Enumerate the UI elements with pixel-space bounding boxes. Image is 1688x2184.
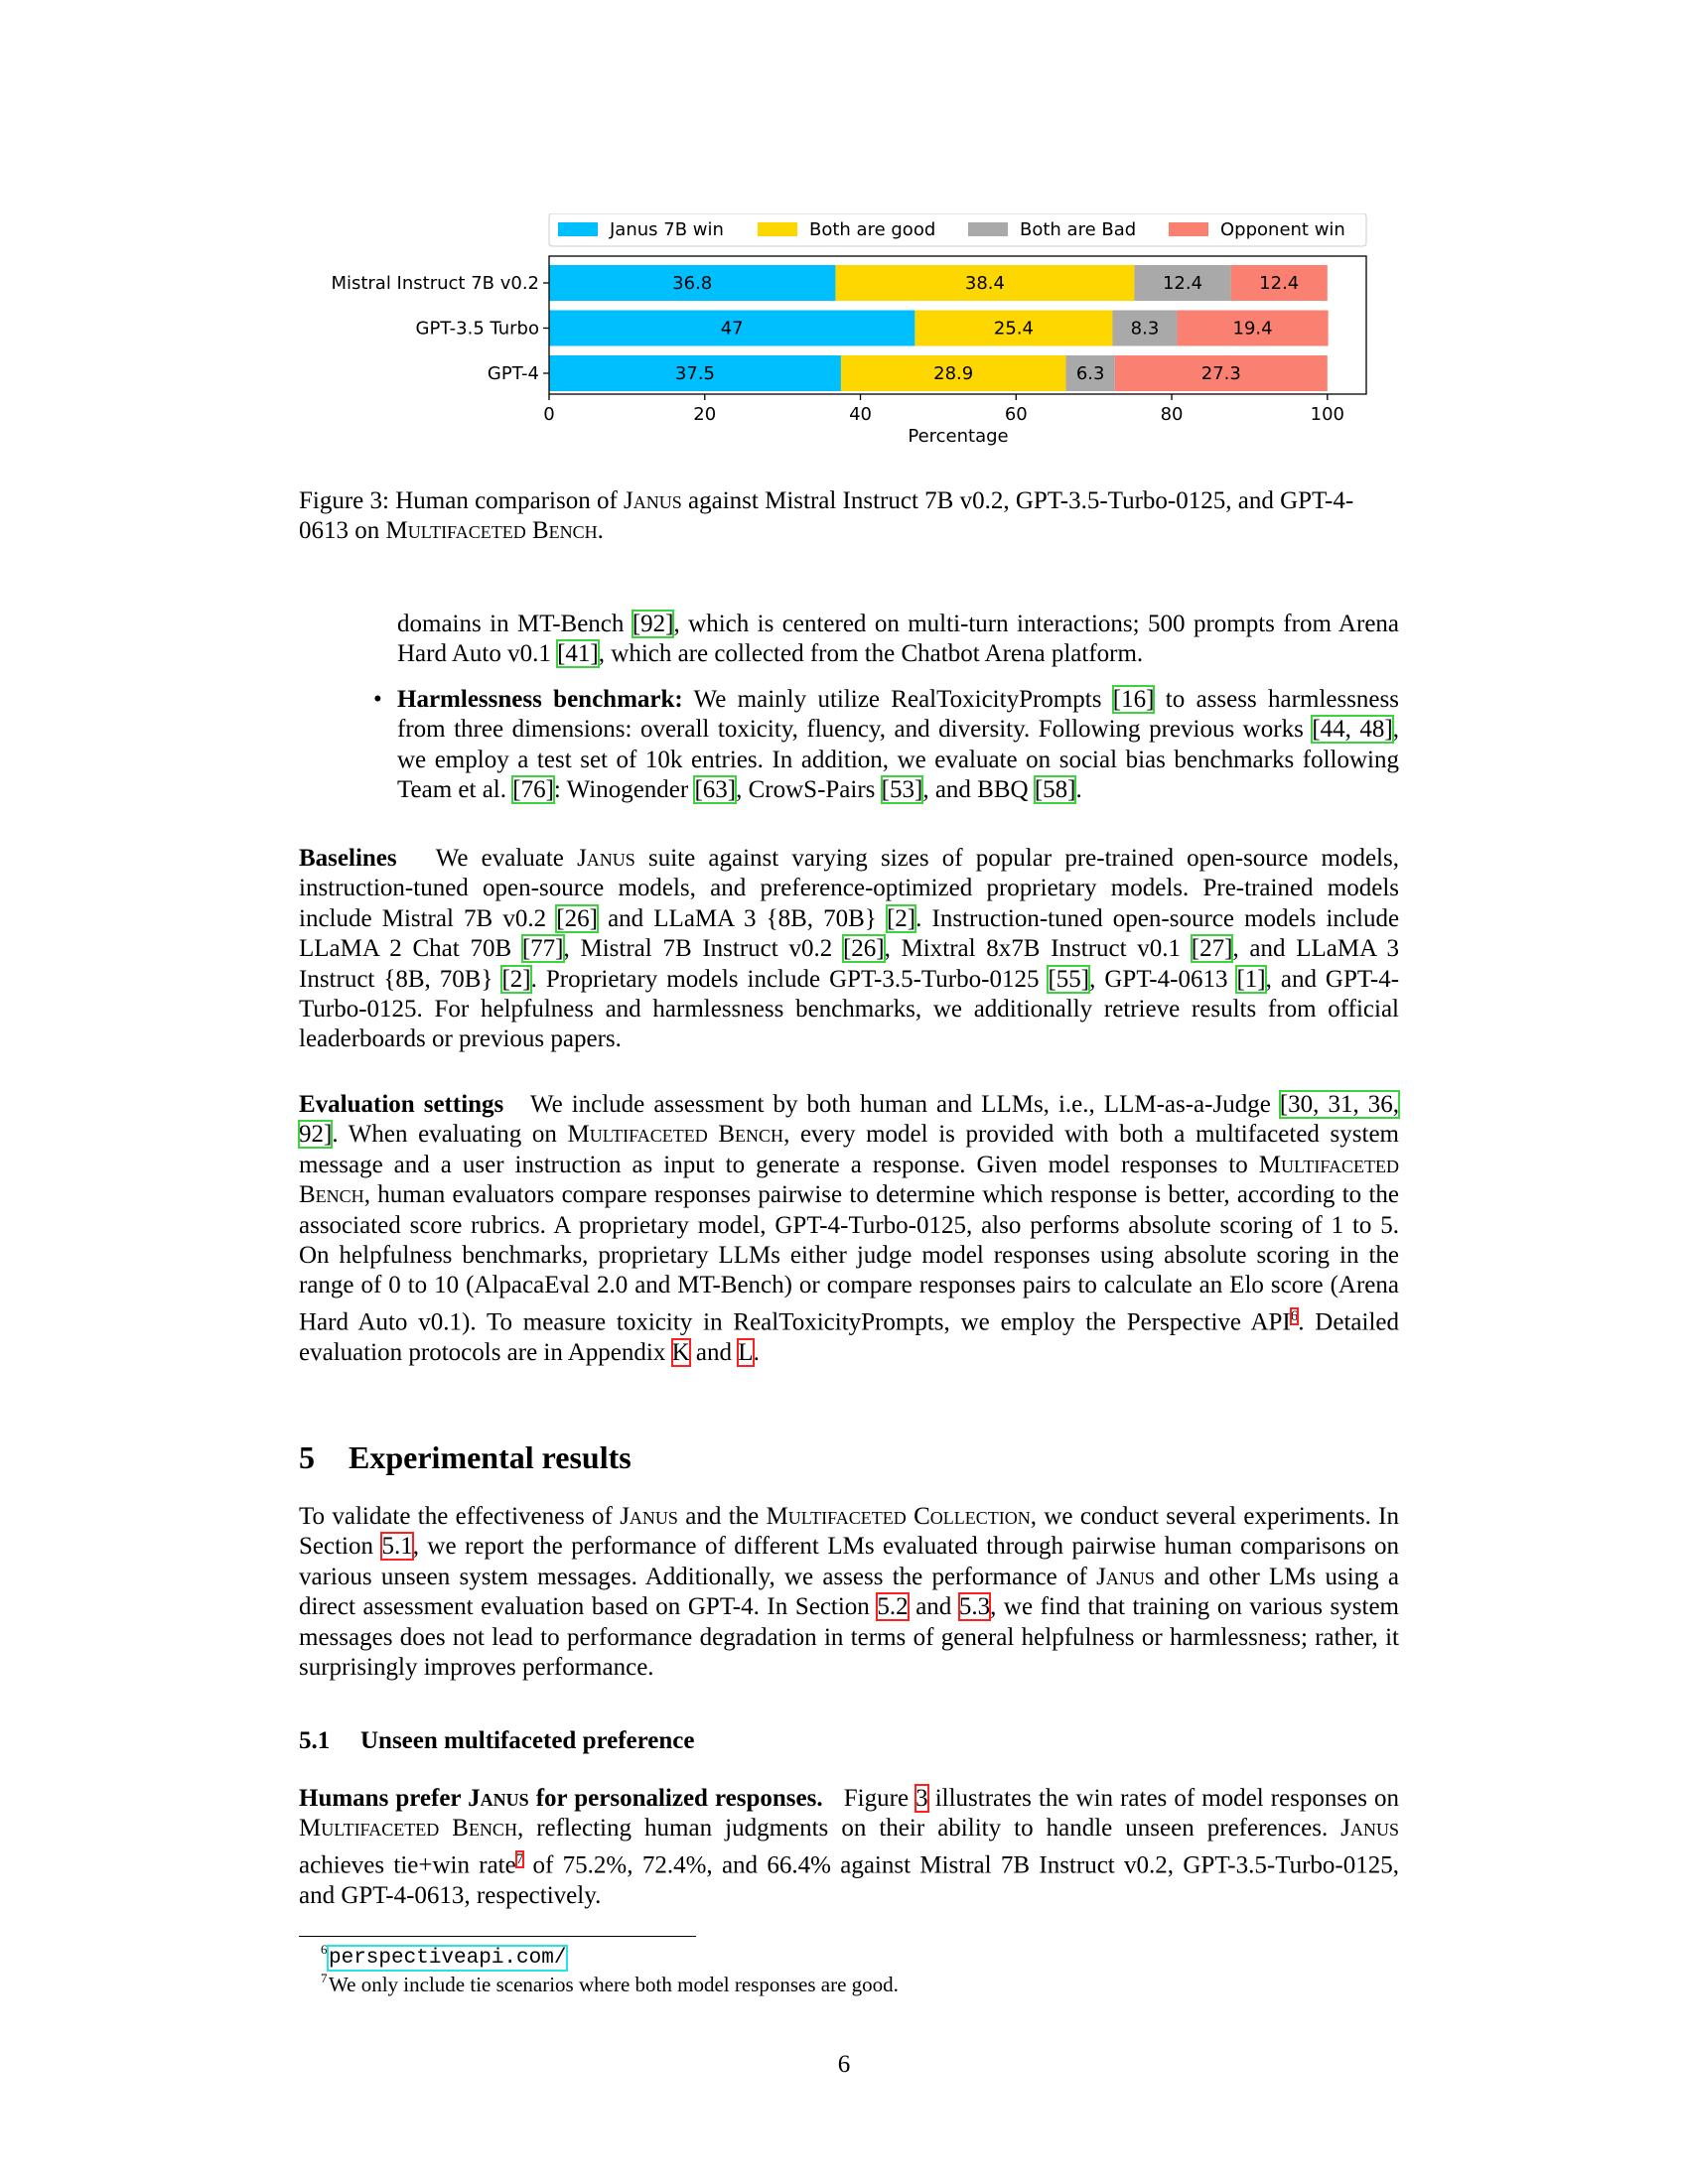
legend-label: Both are good (809, 219, 936, 240)
paragraph-heading: Humans prefer Janus for personalized responses. (299, 1785, 823, 1812)
citation-link[interactable]: [2] (501, 965, 531, 993)
legend-swatch (758, 222, 797, 236)
evaluation-settings-paragraph: Evaluation settings We include assessment by both human and LLMs, i.e., LLM-as-a-Judge [30, 31, 36, 92]. When evaluating on Multifaceted Bench, every model is provided with both a multifaceted system message and a user instruction as input to generate a response. Given model responses to Multifaceted Bench, human evaluators compare responses pairwise to determine which response is better, according to the associated score rubrics. A proprietary model, GPT-4-Turbo-0125, also performs absolute scoring of 1 to 5. On helpfulness benchmarks, proprietary LLMs either judge model responses using absolute scoring in the range of 0 to 10 (AlpacaEval 2.0 and MT-Bench) or compare responses pairs to calculate an Elo score (Arena Hard Auto v0.1). To measure toxicity in RealToxicityPrompts, we employ the Perspective API$^6$. Detailed evaluation protocols are in Appendix K and L. (299, 1091, 1400, 1366)
x-tick-label: 80 (1160, 404, 1184, 425)
chart-bars (549, 265, 1329, 391)
x-tick-label: 20 (693, 404, 717, 425)
legend-swatch (558, 222, 598, 236)
citation-link[interactable]: [1] (1236, 965, 1266, 993)
bullet-marker: • (373, 686, 382, 713)
x-tick-label: 60 (1004, 404, 1028, 425)
citation-link[interactable]: [92] (632, 611, 674, 637)
section-link[interactable]: 5.1 (381, 1533, 413, 1561)
citation-link[interactable]: [63] (694, 776, 737, 804)
appendix-link[interactable]: L (738, 1338, 754, 1366)
citation-link[interactable]: [77] (521, 935, 564, 963)
chart-x-axis (543, 394, 1344, 425)
footnote-7: 7 We only include tie scenarios where both model responses are good. (321, 1971, 899, 1996)
section-link[interactable]: 5.3 (958, 1593, 991, 1621)
citation-link[interactable]: [26] (556, 904, 598, 932)
y-tick-label: Mistral Instruct 7B v0.2 (331, 273, 539, 294)
citation-link[interactable]: [2] (886, 904, 916, 932)
data-label: 12.4 (1259, 273, 1300, 294)
chart-y-axis (331, 273, 549, 384)
citation-link[interactable]: [53] (881, 776, 923, 804)
section5-paragraph: To validate the effectiveness of Janus and the Multifaceted Collection, we conduct several experiments. In Section 5.1, we report the performance of different LMs evaluated through pairwise human comparisons on various unseen system messages. Additionally, we assess the performance of Janus and other LMs using a direct assessment evaluation based on GPT-4. In Section 5.2 and 5.3, we find that training on various system messages does not lead to performance degradation in terms of general helpfulness or harmlessness; rather, it surprisingly improves performance. (299, 1503, 1400, 1682)
citation-link[interactable]: [58] (1034, 776, 1076, 804)
citation-link[interactable]: [26] (842, 935, 885, 963)
legend-swatch (1169, 222, 1208, 236)
x-tick-label: 40 (849, 404, 872, 425)
footnote-rule (299, 1936, 696, 1937)
data-label: 36.8 (672, 273, 713, 294)
data-label: 12.4 (1162, 273, 1203, 294)
legend-label: Both are Bad (1020, 219, 1137, 240)
section-link[interactable]: 5.2 (877, 1593, 909, 1621)
paragraph-heading: Baselines (299, 845, 397, 872)
baselines-paragraph: Baselines We evaluate Janus suite against varying sizes of popular pre-trained open-source models, instruction-tuned open-source models, and preference-optimized proprietary models. Pre-trained models include Mistral 7B v0.2 [26] and LLaMA 3 {8B, 70B} [2]. Instruction-tuned open-source models include LLaMA 2 Chat 70B [77], Mistral 7B Instruct v0.2 [26], Mixtral 8x7B Instruct v0.1 [27], and LLaMA 3 Instruct {8B, 70B} [2]. Proprietary models include GPT-3.5-Turbo-0125 [55], GPT-4-0613 [1], and GPT-4-Turbo-0125. For helpfulness and harmlessness benchmarks, we additionally retrieve results from official leaderboards or previous papers. (299, 845, 1400, 1053)
x-axis-label: Percentage (908, 426, 1009, 447)
data-label: 19.4 (1232, 318, 1273, 340)
subsection-heading: 5.1 Unseen multifaceted preference (299, 1727, 695, 1754)
perspective-api-link[interactable]: perspectiveapi.com/ (329, 1947, 567, 1970)
win-rate-chart (298, 213, 1390, 457)
legend-label: Janus 7B win (610, 219, 724, 240)
x-tick-label: 100 (1310, 404, 1344, 425)
data-label: 47 (720, 318, 744, 340)
footnote-link[interactable]: 7 (515, 1850, 524, 1867)
data-label: 27.3 (1200, 363, 1241, 384)
citation-link[interactable]: [55] (1048, 965, 1090, 993)
figure-caption: Figure 3: Human comparison of Janus against Mistral Instruct 7B v0.2, GPT-3.5-Turbo-0125, and GPT-4-0613 on Multifaceted Bench. (299, 487, 1354, 544)
data-label: 6.3 (1075, 363, 1105, 384)
y-tick-label: GPT-4 (487, 363, 539, 384)
paragraph-heading: Evaluation settings (299, 1091, 504, 1118)
legend-label: Opponent win (1220, 219, 1345, 240)
page-number: 6 (837, 2051, 851, 2078)
citation-link[interactable]: [76] (512, 776, 554, 804)
legend-swatch (968, 222, 1008, 236)
harmlessness-bullet: • Harmlessness benchmark: We mainly utilize RealToxicityPrompts [16] to assess harmlessness from three dimensions: overall toxicity, fluency, and diversity. Following previous works [44, 48], we employ a test set of 10k entries. In addition, we evaluate on social bias benchmarks following Team et al. [76]: Winogender [63], CrowS-Pairs [53], and BBQ [58]. (373, 686, 1399, 804)
benchmark-continued-text: domains in MT-Bench [92], which is centered on multi-turn interactions; 500 prompts from Arena Hard Auto v0.1 [41], which are collected from the Chatbot Arena platform. (397, 611, 1400, 668)
data-label: 28.9 (933, 363, 974, 384)
caption-label: Figure 3: (299, 487, 389, 514)
section-heading: 5 Experimental results (299, 1439, 632, 1475)
data-label: 8.3 (1130, 318, 1160, 340)
data-label: 38.4 (964, 273, 1005, 294)
footnote-6: 6 perspectiveapi.com/ (321, 1942, 567, 1970)
data-label: 37.5 (674, 363, 716, 384)
figure-link[interactable]: 3 (915, 1785, 928, 1812)
y-tick-label: GPT-3.5 Turbo (415, 318, 539, 340)
data-label: 25.4 (993, 318, 1034, 340)
footnote-link[interactable]: 6 (1290, 1307, 1299, 1324)
citation-link[interactable]: [30, 31, 36, 92] (299, 1091, 1399, 1149)
x-tick-label: 0 (543, 404, 555, 425)
citation-link[interactable]: [16] (1112, 686, 1155, 713)
appendix-link[interactable]: K (671, 1338, 690, 1366)
citation-link[interactable]: [41] (557, 640, 599, 668)
humans-prefer-paragraph: Humans prefer Janus for personalized responses. Figure 3 illustrates the win rates of model responses on Multifaceted Bench, reflecting human judgments on their ability to handle unseen preferences. Janus achieves tie+win rate$^7$ of 75.2%, 72.4%, and 66.4% against Mistral 7B Instruct v0.2, GPT-3.5-Turbo-0125, and GPT-4-0613, respectively. (299, 1785, 1400, 1909)
citation-link[interactable]: [27] (1191, 935, 1233, 963)
chart-legend (549, 213, 1366, 246)
bullet-title: Harmlessness benchmark: (397, 686, 683, 713)
citation-link[interactable]: [44, 48] (1312, 716, 1393, 744)
